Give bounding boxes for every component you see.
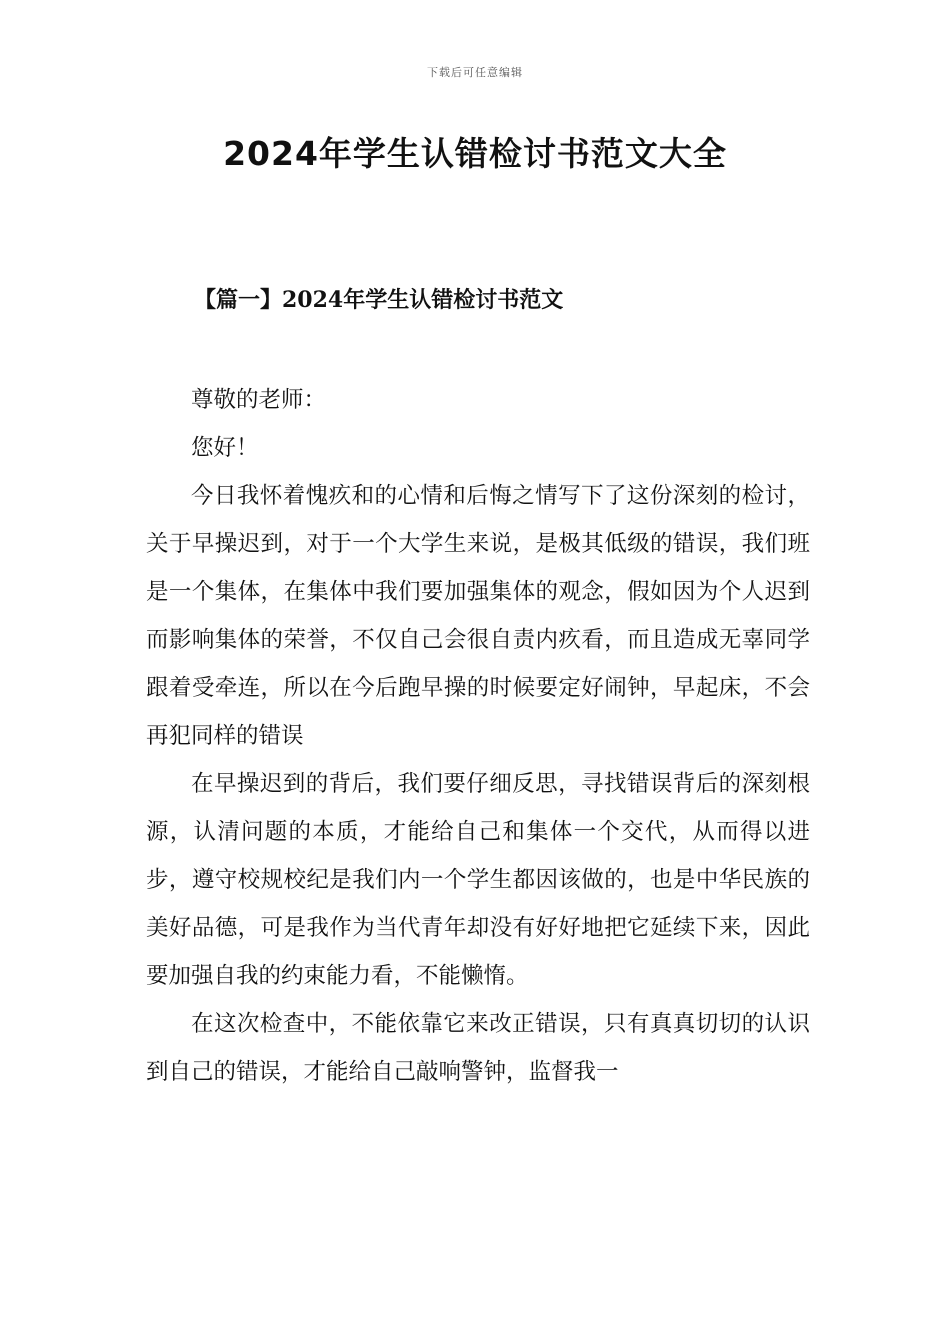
section-heading: 【篇一】2024年学生认错检讨书范文 [194, 287, 564, 313]
document-title: 2024年学生认错检讨书范文大全 [223, 134, 727, 173]
header-note: 下载后可任意编辑 [427, 66, 523, 79]
salutation: 尊敬的老师： [191, 387, 327, 413]
greeting: 您好！ [191, 435, 259, 461]
document-body [146, 376, 810, 1096]
paragraph: 在这次检查中，不能依靠它来改正错误，只有真真切切的认识到自己的错误，才能给自己敲响警钟，监督我一 [146, 1011, 810, 1085]
paragraph: 今日我怀着愧疚和的心情和后悔之情写下了这份深刻的检讨，关于早操迟到，对于一个大学生来说，是极其低级的错误，我们班是一个集体，在集体中我们要加强集体的观念，假如因为个人迟到而影响集体的荣誉，不仅自己会很自责内疚看，而且造成无辜同学跟着受牵连，所以在今后跑早操的时候要定好闹钟，早起床，不会再犯同样的错误 [146, 483, 810, 749]
paragraph: 在早操迟到的背后，我们要仔细反思，寻找错误背后的深刻根源，认清问题的本质，才能给自己和集体一个交代，从而得以进步，遵守校规校纪是我们内一个学生都因该做的，也是中华民族的美好品德，可是我作为当代青年却没有好好地把它延续下来，因此要加强自我的约束能力看，不能懒惰。 [146, 771, 810, 989]
